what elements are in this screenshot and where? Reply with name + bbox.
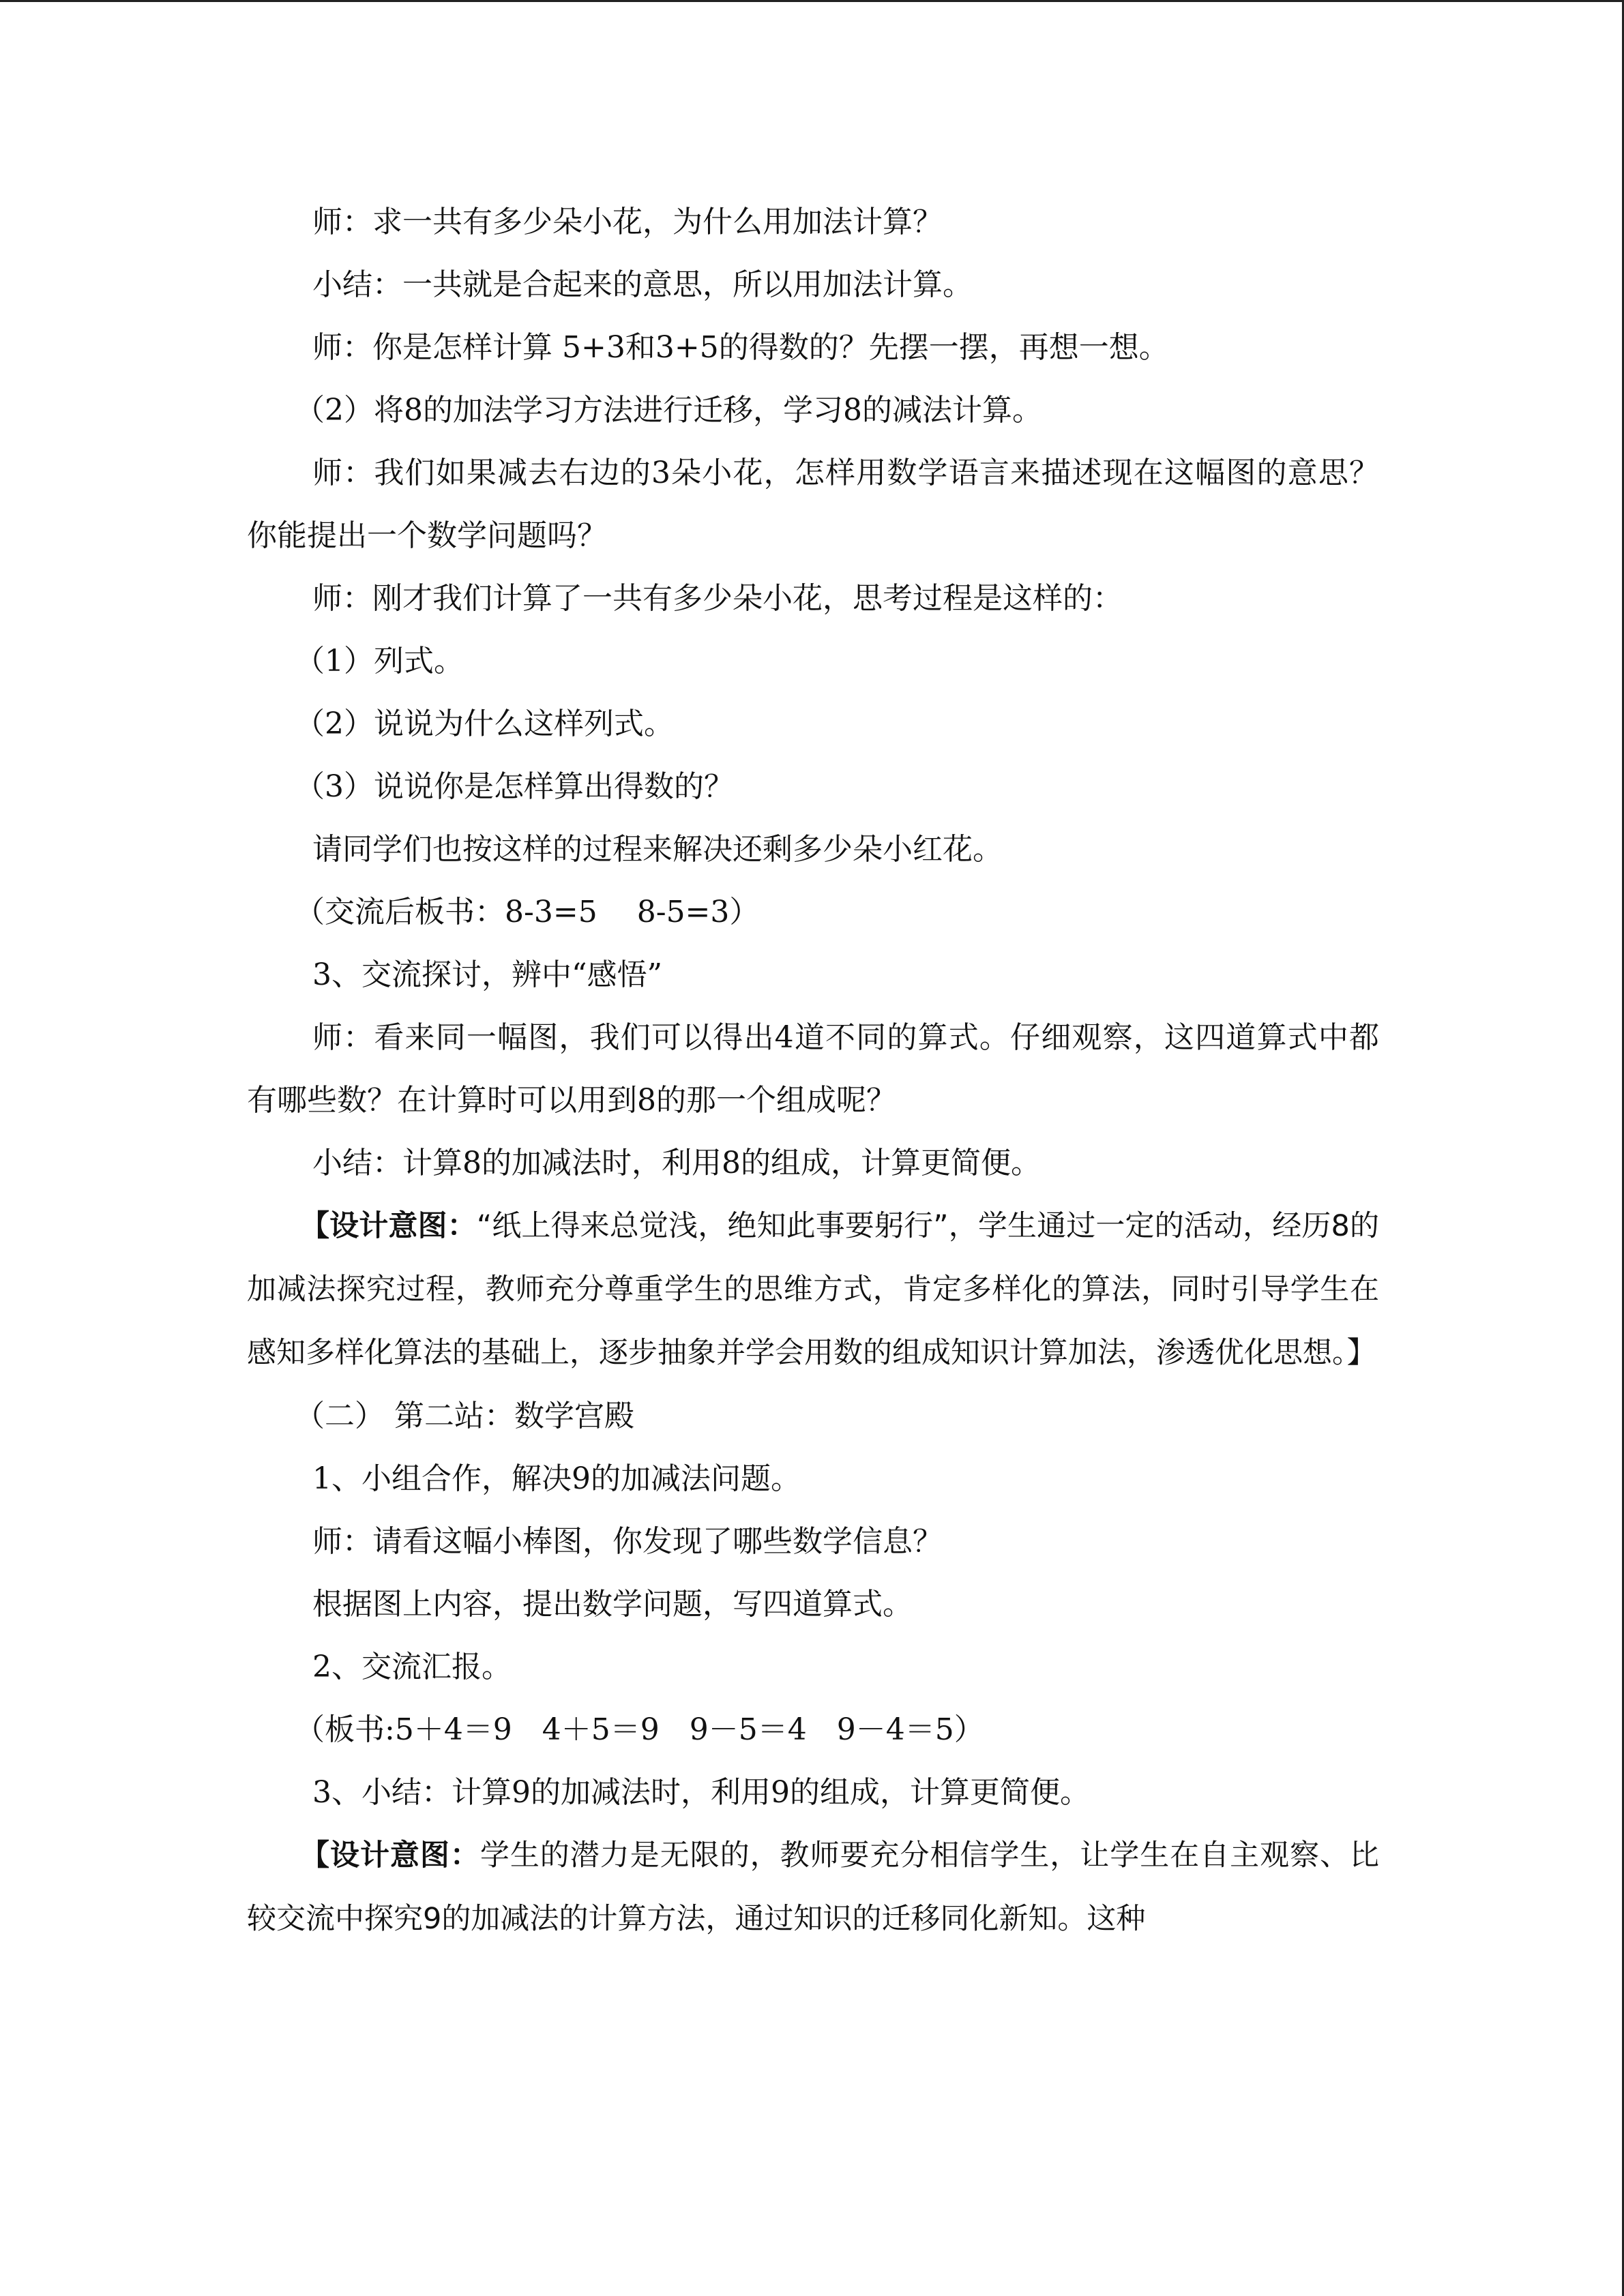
paragraph: 3、交流探讨，辨中“感悟” [312, 957, 662, 992]
section-heading: （二） 第二站：数学宫殿 [295, 1399, 634, 1433]
paragraph: （3）说说你是怎样算出得数的？ [295, 769, 734, 804]
design-intent-block [247, 1195, 1379, 1385]
design-intent-label: 【设计意图： [300, 1838, 480, 1873]
paragraph: 师：请看这幅小棒图，你发现了哪些数学信息？ [312, 1524, 943, 1559]
paragraph: 根据图上内容，提出数学问题，写四道算式。 [312, 1587, 913, 1622]
paragraph: （交流后板书：8-3=5 8-5=3） [295, 895, 760, 929]
paragraph: 小结：计算8的加减法时，利用8的组成，计算更简便。 [312, 1146, 1041, 1180]
design-intent-text: “纸上得来总觉浅，绝知此事要躬行”，学生通过一定的活动，经历8的加减法探究过程，教师充分尊重学生的思维方式，肯定多样化的算法，同时引导学生在感知多样化算法的基础上，逐步抽象并学会用数的组成知识计算加法，渗透优化思想。】 [247, 1209, 1379, 1370]
paragraph: （板书:5＋4＝9 4＋5＝9 9－5＝4 9－4＝5） [295, 1712, 984, 1747]
paragraph: 2、交流汇报。 [312, 1650, 512, 1684]
paragraph: （2）将8的加法学习方法进行迁移，学习8的减法计算。 [295, 393, 1042, 428]
paragraph: 请同学们也按这样的过程来解决还剩多少朵小红花。 [312, 832, 1003, 867]
paragraph: 3、小结：计算9的加减法时，利用9的组成，计算更简便。 [312, 1775, 1090, 1810]
design-intent-label: 【设计意图： [300, 1209, 477, 1243]
design-intent-text: 学生的潜力是无限的，教师要充分相信学生，让学生在自主观察、比较交流中探究9的加减法的计算方法，通过知识的迁移同化新知。这种 [247, 1838, 1380, 1936]
paragraph: 师：刚才我们计算了一共有多少朵小花，思考过程是这样的： [312, 581, 1123, 616]
paragraph: （2）说说为什么这样列式。 [295, 706, 674, 741]
design-intent-block [247, 1824, 1379, 1951]
paragraph: 师：我们如果减去右边的3朵小花，怎样用数学语言来描述现在这幅图的意思？你能提出一个数学问题吗？ [247, 456, 1379, 553]
paragraph: （1）列式。 [295, 644, 464, 679]
page-border-top [0, 0, 1624, 2]
paragraph: 师：你是怎样计算 5+3和3+5的得数的？先摆一摆，再想一想。 [312, 330, 1169, 365]
paragraph: 1、小组合作，解决9的加减法问题。 [312, 1461, 801, 1496]
paragraph: 师：求一共有多少朵小花，为什么用加法计算？ [312, 205, 943, 239]
document-body [247, 191, 1379, 1951]
paragraph: 师：看来同一幅图，我们可以得出4道不同的算式。仔细观察，这四道算式中都有哪些数？在计算时可以用到8的那一个组成呢？ [247, 1020, 1379, 1118]
paragraph: 小结：一共就是合起来的意思，所以用加法计算。 [312, 267, 973, 302]
